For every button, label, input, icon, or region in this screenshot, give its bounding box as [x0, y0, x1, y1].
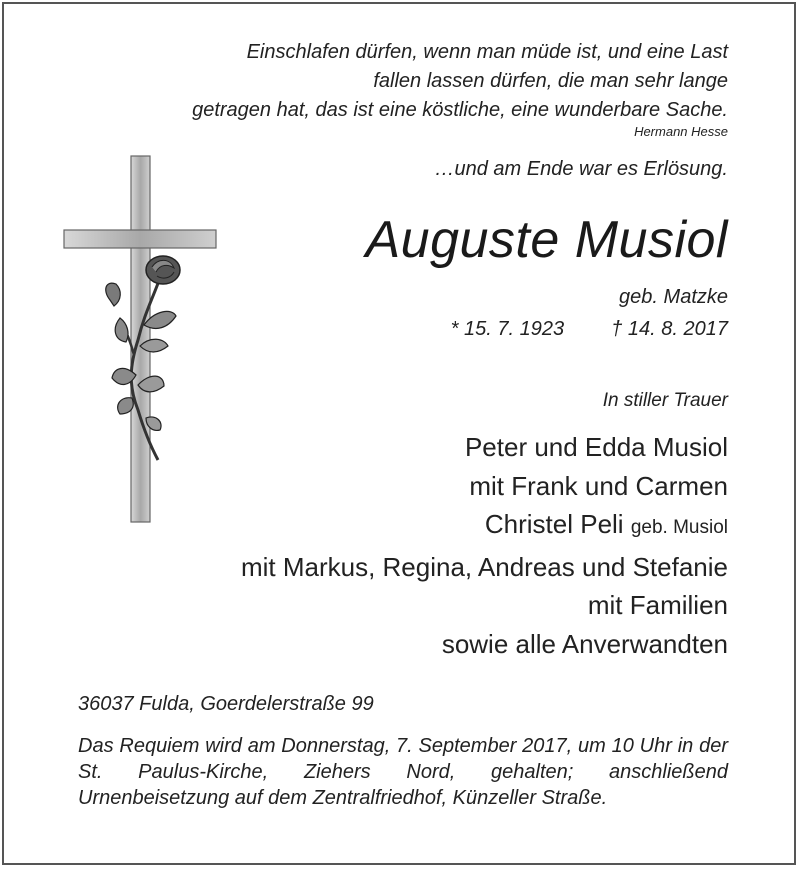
death-date: † 14. 8. 2017: [611, 318, 728, 340]
funeral-notice: Das Requiem wird am Donnerstag, 7. September 2017, um 10 Uhr in der St. Paulus-Kirche, Ziehers Nord, gehalten; anschließend Urnenbeisetzung auf dem Zentralfriedhof, Künzeller Straße.: [78, 735, 728, 809]
family-line: mit Frank und Carmen: [469, 470, 728, 501]
tagline: …und am Ende war es Erlösung.: [434, 158, 728, 180]
life-dates: [451, 318, 728, 341]
birth-name: geb. Matzke: [619, 286, 728, 308]
family-line: [241, 505, 728, 548]
family-line: mit Familien: [587, 590, 728, 621]
birth-date: * 15. 7. 1923: [450, 318, 565, 340]
family-line: Peter und Edda Musiol: [464, 432, 728, 462]
quote-line: getragen hat, das ist eine köstliche, eine wunderbare Sache.: [192, 99, 728, 121]
family-line: mit Markus, Regina, Andreas und Stefanie: [240, 551, 728, 582]
quote-line: fallen lassen dürfen, die man sehr lange: [373, 70, 728, 92]
family-list: [241, 428, 728, 664]
quote-author: Hermann Hesse: [634, 124, 728, 139]
quote-line: Einschlafen dürfen, wenn man müde ist, und eine Last: [246, 41, 728, 63]
mourning-label: In stiller Trauer: [602, 390, 728, 411]
family-member: Christel Peli: [484, 509, 624, 540]
deceased-name: Auguste Musiol: [365, 211, 728, 269]
address: 36037 Fulda, Goerdelerstraße 99: [78, 693, 374, 715]
family-line: sowie alle Anverwandten: [441, 628, 728, 659]
family-member-birth-name: geb. Musiol: [630, 517, 728, 539]
cross-with-rose-icon: [60, 150, 220, 525]
quote: [192, 38, 728, 125]
